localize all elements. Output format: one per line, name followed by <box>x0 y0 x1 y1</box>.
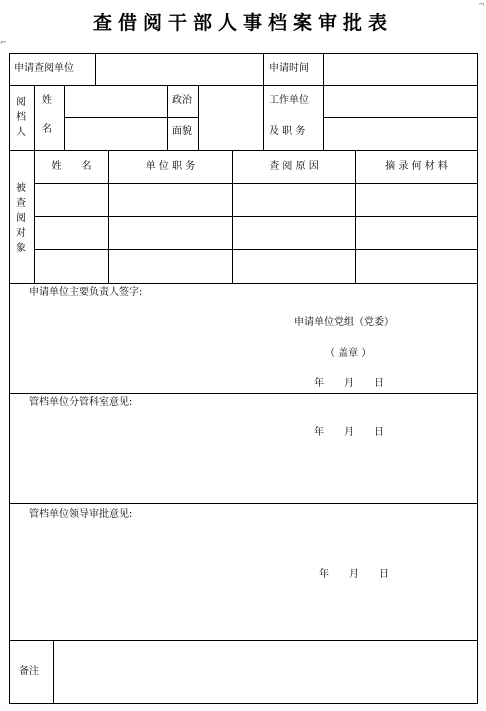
manager-date: 年 月 日 <box>314 427 384 438</box>
leader-approval-label: 管档单位领导审批意见: <box>29 509 133 520</box>
subject-col-name: 姓 名 <box>51 161 92 172</box>
subject-col-excerpt: 摘 录 何 材 料 <box>385 161 448 172</box>
applicant-seal-label: （ 盖章 ） <box>325 348 372 359</box>
subject-col-reason: 查 阅 原 因 <box>269 161 319 172</box>
work-unit-label-1: 工作单位 <box>269 95 309 106</box>
reader-name-label-2: 名 <box>42 124 52 135</box>
approval-form-table <box>9 53 478 704</box>
reader-name-label-1: 姓 <box>42 95 52 106</box>
form-title: 查借阅干部人事档案审批表 <box>92 12 393 34</box>
political-label-2: 面貌 <box>172 126 192 137</box>
apply-unit-label: 申请查阅单位 <box>14 63 74 74</box>
political-label-1: 政治 <box>172 95 192 106</box>
applicant-date: 年 月 日 <box>314 378 384 389</box>
leader-date: 年 月 日 <box>319 569 389 580</box>
subject-col-position: 单 位 职 务 <box>145 161 196 172</box>
applicant-party-label: 申请单位党组（党委） <box>294 317 394 328</box>
page-corner-mark-top-left: ⌐ <box>0 38 7 47</box>
manager-opinion-label: 管档单位分管科室意见: <box>29 397 133 408</box>
page-corner-mark-top-right: ¬ <box>478 0 485 9</box>
remarks-label: 备注 <box>19 666 39 677</box>
subject-group-label: 被查阅对象 <box>16 183 26 254</box>
reader-group-label: 阅档人 <box>16 97 26 138</box>
apply-time-label: 申请时间 <box>269 63 309 74</box>
applicant-sign-label: 申请单位主要负责人签字: <box>29 287 143 298</box>
work-unit-label-2: 及 职 务 <box>269 126 306 137</box>
